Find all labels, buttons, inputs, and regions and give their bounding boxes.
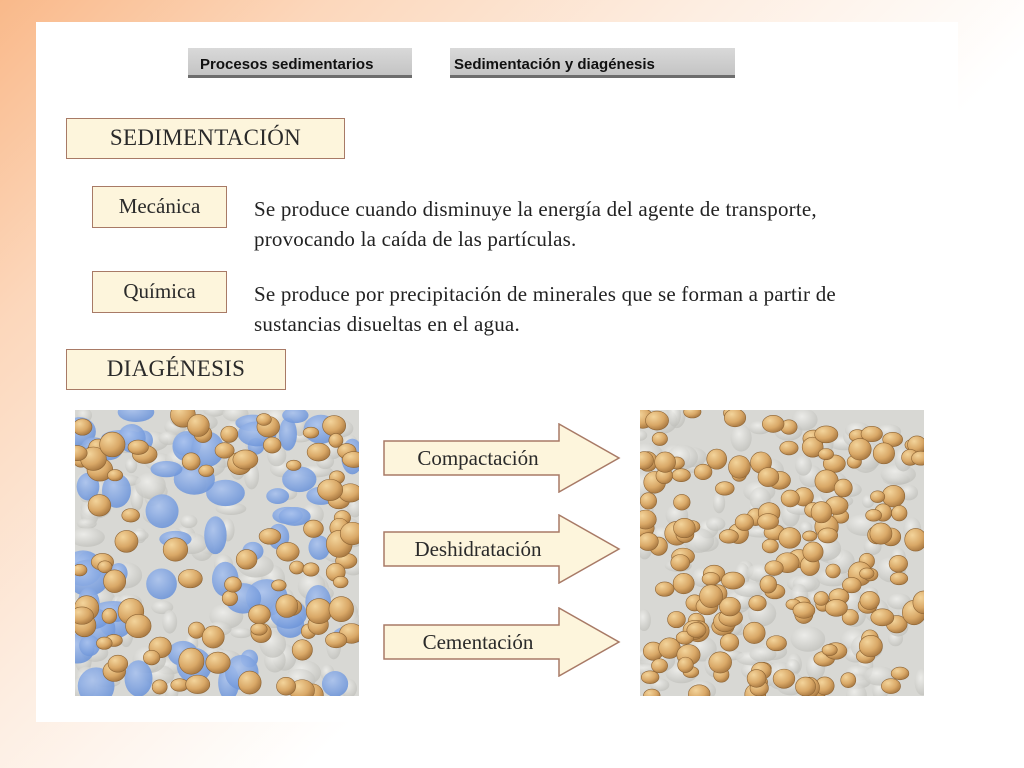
- sediment-grain: [780, 441, 798, 455]
- matrix-blob: [731, 424, 752, 451]
- sediment-grain: [678, 657, 694, 672]
- sediment-grain: [276, 595, 298, 618]
- sediment-grain: [709, 652, 732, 673]
- sediment-grain: [655, 452, 676, 472]
- sediment-grain: [272, 580, 287, 591]
- sediment-grain: [640, 533, 658, 551]
- sediment-grain: [715, 482, 734, 496]
- sediment-grain: [881, 679, 900, 694]
- sediment-grain: [773, 669, 795, 688]
- sediment-grain: [762, 539, 778, 553]
- matrix-blob: [713, 492, 725, 513]
- mecanica-label: Mecánica: [92, 186, 227, 228]
- sediment-grain: [640, 493, 657, 510]
- mecanica-desc-line2: provocando la caída de las partículas.: [254, 227, 577, 251]
- water-pore: [282, 466, 316, 492]
- sediment-grain: [793, 602, 815, 618]
- sediment-grain: [290, 561, 304, 574]
- sediment-grain: [233, 450, 258, 469]
- arrow-cementacion: [383, 607, 621, 677]
- sediment-grain: [88, 495, 111, 517]
- sediment-grain: [652, 432, 667, 445]
- sediment-grain: [329, 597, 354, 622]
- arrow-compactacion-label: Compactación: [417, 446, 539, 470]
- sediment-grain: [822, 644, 837, 655]
- matrix-blob: [77, 518, 97, 529]
- sediment-grain: [889, 555, 908, 572]
- sediment-grain: [779, 528, 801, 549]
- sediment-grain: [263, 437, 281, 453]
- sediment-grain: [719, 597, 740, 616]
- sediment-grain: [707, 449, 727, 469]
- sediment-grain: [674, 494, 691, 510]
- matrix-blob: [231, 628, 252, 638]
- mecanica-description: [254, 194, 817, 254]
- sediment-grain: [257, 414, 272, 426]
- sediment-grain: [873, 443, 894, 464]
- sediment-grain: [841, 673, 856, 688]
- sediment-grain: [238, 671, 261, 694]
- sediment-grain: [655, 582, 674, 596]
- matrix-blob: [791, 626, 826, 651]
- arrow-deshidratacion: [383, 514, 621, 584]
- sediment-grain: [303, 427, 319, 438]
- sediment-grain: [222, 591, 237, 606]
- matrix-blob: [795, 455, 812, 476]
- tab-sedimentacion-y-diagenesis[interactable]: Sedimentación y diagénesis: [450, 48, 735, 78]
- sediment-grain: [221, 426, 238, 442]
- loose-sediment-image: [75, 410, 359, 696]
- sediment-grain: [673, 573, 694, 593]
- sediment-grain: [103, 570, 125, 593]
- sediment-grain: [834, 479, 852, 497]
- mecanica-desc-line1: Se produce cuando disminuye la energía del agente de transporte,: [254, 197, 817, 221]
- sediment-grain: [143, 650, 160, 665]
- sediment-grain: [673, 518, 695, 538]
- water-pore: [266, 488, 289, 504]
- sediment-grain: [102, 608, 117, 623]
- sediment-grain: [179, 648, 204, 674]
- sediment-grain: [641, 671, 659, 684]
- sediment-grain: [75, 564, 87, 576]
- sediment-grain: [325, 632, 346, 647]
- sediment-grain: [292, 640, 312, 660]
- sediment-grain: [277, 542, 300, 561]
- compacted-sediment-texture: [640, 410, 924, 696]
- sediment-grain: [107, 470, 122, 481]
- sediment-grain: [702, 572, 720, 585]
- sediment-grain: [762, 415, 784, 432]
- sediment-grain: [719, 530, 738, 544]
- sediment-grain: [115, 530, 138, 552]
- sediment-grain: [891, 667, 909, 680]
- water-pore: [125, 660, 153, 696]
- sediment-grain: [814, 592, 829, 606]
- sediment-grain: [724, 410, 745, 427]
- sediment-grain: [236, 550, 257, 570]
- sediment-grain: [329, 433, 343, 447]
- loose-sediment-texture: [75, 410, 359, 696]
- sediment-grain: [882, 485, 905, 507]
- quimica-desc-line1: Se produce por precipitación de minerales que se forman a partir de: [254, 282, 836, 306]
- sediment-grain: [152, 680, 167, 694]
- water-pore: [204, 516, 226, 554]
- sediment-grain: [815, 426, 838, 443]
- water-pore: [146, 494, 179, 528]
- sediment-grain: [825, 599, 847, 616]
- matrix-blob: [180, 515, 197, 528]
- sediment-grain: [760, 576, 777, 593]
- sediment-grain: [186, 675, 210, 693]
- sediment-grain: [182, 453, 200, 470]
- arrow-deshidratacion-label: Deshidratación: [414, 537, 542, 561]
- tab-procesos-sedimentarios[interactable]: Procesos sedimentarios: [188, 48, 412, 78]
- sediment-grain: [859, 635, 882, 657]
- sediment-grain: [215, 443, 234, 459]
- sediment-grain: [286, 460, 301, 470]
- sediment-grain: [890, 572, 908, 584]
- sediment-grain: [687, 623, 706, 638]
- sediment-grain: [668, 611, 686, 627]
- sediment-grain: [259, 529, 281, 545]
- sediment-grain: [866, 509, 882, 521]
- sedimentacion-heading: SEDIMENTACIÓN: [66, 118, 345, 159]
- matrix-blob: [706, 517, 725, 531]
- matrix-blob: [162, 610, 177, 633]
- sediment-grain: [743, 622, 765, 643]
- sediment-grain: [251, 623, 268, 635]
- sediment-grain: [749, 596, 767, 611]
- sediment-grain: [905, 528, 924, 551]
- sediment-grain: [100, 432, 125, 457]
- sediment-grain: [122, 509, 140, 522]
- sediment-grain: [781, 490, 799, 507]
- sediment-grain: [720, 634, 739, 652]
- sediment-grain: [304, 520, 324, 537]
- quimica-label: Química: [92, 271, 227, 313]
- quimica-desc-line2: sustancias disueltas en el agua.: [254, 312, 520, 336]
- sediment-grain: [646, 411, 669, 430]
- sediment-grain: [735, 514, 753, 531]
- sediment-grain: [758, 468, 779, 487]
- water-pore: [150, 461, 182, 477]
- sediment-grain: [199, 465, 214, 477]
- sediment-grain: [700, 585, 723, 608]
- sediment-grain: [75, 419, 92, 435]
- sediment-grain: [811, 502, 832, 523]
- arrow-cementacion-label: Cementación: [422, 630, 534, 654]
- sediment-grain: [672, 469, 690, 482]
- sediment-grain: [249, 605, 271, 624]
- compacted-sediment-image: [640, 410, 924, 696]
- sediment-grain: [163, 538, 188, 561]
- sediment-grain: [178, 569, 202, 587]
- sediment-grain: [96, 637, 112, 649]
- sediment-grain: [108, 655, 128, 672]
- sediment-grain: [860, 591, 880, 609]
- sediment-grain: [818, 528, 838, 543]
- sediment-grain: [803, 542, 823, 562]
- sediment-grain: [126, 614, 151, 637]
- sediment-grain: [323, 416, 346, 436]
- sediment-grain: [826, 564, 840, 578]
- quimica-description: [254, 279, 836, 339]
- sediment-grain: [721, 572, 744, 589]
- sediment-grain: [318, 479, 343, 500]
- sediment-grain: [276, 677, 295, 695]
- sediment-grain: [892, 505, 907, 521]
- sediment-grain: [128, 440, 148, 454]
- sediment-grain: [803, 531, 817, 541]
- sediment-grain: [795, 677, 815, 696]
- sediment-grain: [225, 577, 242, 592]
- sediment-grain: [758, 514, 779, 530]
- sediment-grain: [306, 599, 332, 624]
- arrow-compactacion: [383, 423, 621, 493]
- sediment-grain: [849, 438, 871, 460]
- sediment-grain: [765, 561, 783, 576]
- sediment-grain: [747, 670, 766, 688]
- sediment-grain: [333, 576, 348, 588]
- sediment-grain: [694, 464, 712, 480]
- sediment-grain: [860, 568, 875, 579]
- sediment-grain: [206, 652, 231, 673]
- sediment-grain: [766, 636, 786, 651]
- sediment-grain: [870, 523, 892, 544]
- sediment-grain: [303, 563, 319, 576]
- water-pore: [322, 671, 348, 696]
- diagenesis-heading: DIAGÉNESIS: [66, 349, 286, 390]
- sediment-grain: [651, 659, 667, 673]
- sediment-grain: [202, 626, 224, 648]
- sediment-grain: [818, 449, 833, 460]
- sediment-grain: [870, 491, 884, 503]
- sediment-grain: [307, 443, 330, 461]
- sediment-grain: [187, 414, 209, 436]
- water-pore: [146, 569, 177, 600]
- sediment-grain: [671, 555, 690, 571]
- sediment-grain: [729, 456, 751, 479]
